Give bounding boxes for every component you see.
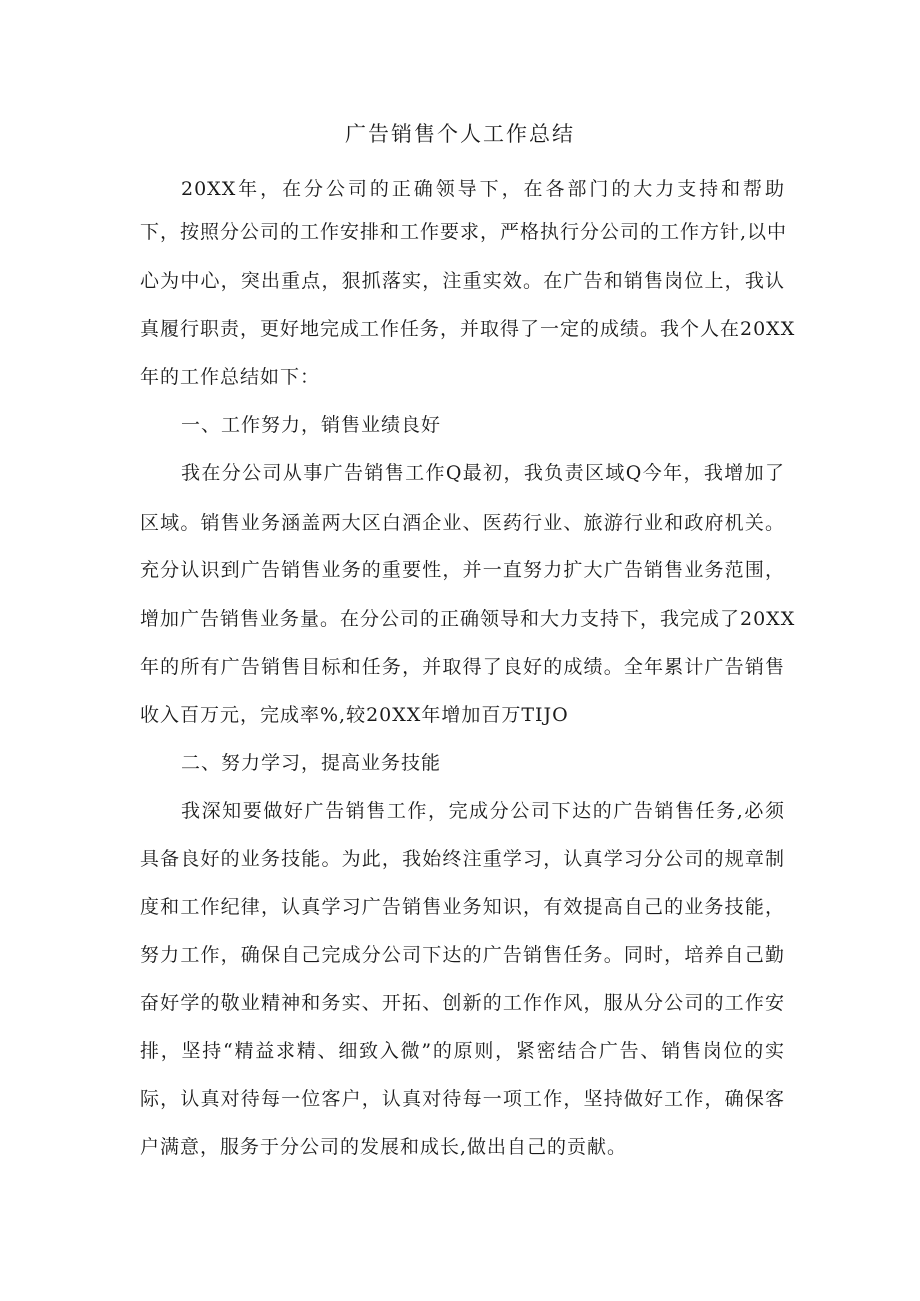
paragraph-line: 收入百万元，完成率%,较20XX年增加百万TIJO — [140, 704, 569, 726]
section-heading: 一、工作努力，销售业绩良好 — [181, 414, 442, 436]
paragraph-line: 心为中心，突出重点，狠抓落实，注重实效。在广告和销售岗位上，我认 — [140, 270, 785, 292]
paragraph-line: 充分认识到广告销售业务的重要性，并一直努力扩大广告销售业务范围， — [140, 559, 785, 581]
paragraph-line: 奋好学的敬业精神和务实、开拓、创新的工作作风，服从分公司的工作安 — [140, 992, 785, 1014]
paragraph-line: 际，认真对待每一位客户，认真对待每一项工作，坚持做好工作，确保客 — [140, 1088, 785, 1110]
paragraph-line: 我深知要做好广告销售工作，完成分公司下达的广告销售任务,必须 — [181, 800, 785, 822]
paragraph-line: 增加广告销售业务量。在分公司的正确领导和大力支持下，我完成了20XX — [140, 608, 796, 630]
section-heading: 二、努力学习，提高业务技能 — [181, 752, 442, 774]
paragraph-line: 区域。销售业务涵盖两大区白酒企业、医药行业、旅游行业和政府机关。 — [140, 512, 785, 534]
paragraph-line: 真履行职责，更好地完成工作任务，并取得了一定的成绩。我个人在20XX — [140, 318, 796, 340]
paragraph-line: 具备良好的业务技能。为此，我始终注重学习，认真学习分公司的规章制 — [140, 848, 785, 870]
paragraph-line: 户满意，服务于分公司的发展和成长,做出自己的贡献。 — [140, 1136, 628, 1158]
paragraph-line: 年的工作总结如下： — [140, 366, 321, 388]
document-title: 广告销售个人工作总结 — [345, 122, 575, 146]
paragraph-line: 度和工作纪律，认真学习广告销售业务知识，有效提高自己的业务技能， — [140, 896, 785, 918]
paragraph-line: 下，按照分公司的工作安排和工作要求，严格执行分公司的工作方针,以中 — [140, 221, 788, 243]
paragraph-line: 我在分公司从事广告销售工作Q最初，我负责区域Q今年，我增加了 — [181, 462, 785, 484]
paragraph-line: 排，坚持“精益求精、细致入微”的原则，紧密结合广告、销售岗位的实 — [140, 1040, 785, 1062]
paragraph-line: 努力工作，确保自己完成分公司下达的广告销售任务。同时，培养自己勤 — [140, 944, 785, 966]
paragraph-line: 20XX年，在分公司的正确领导下，在各部门的大力支持和帮助 — [181, 178, 785, 200]
paragraph-line: 年的所有广告销售目标和任务，并取得了良好的成绩。全年累计广告销售 — [140, 656, 785, 678]
